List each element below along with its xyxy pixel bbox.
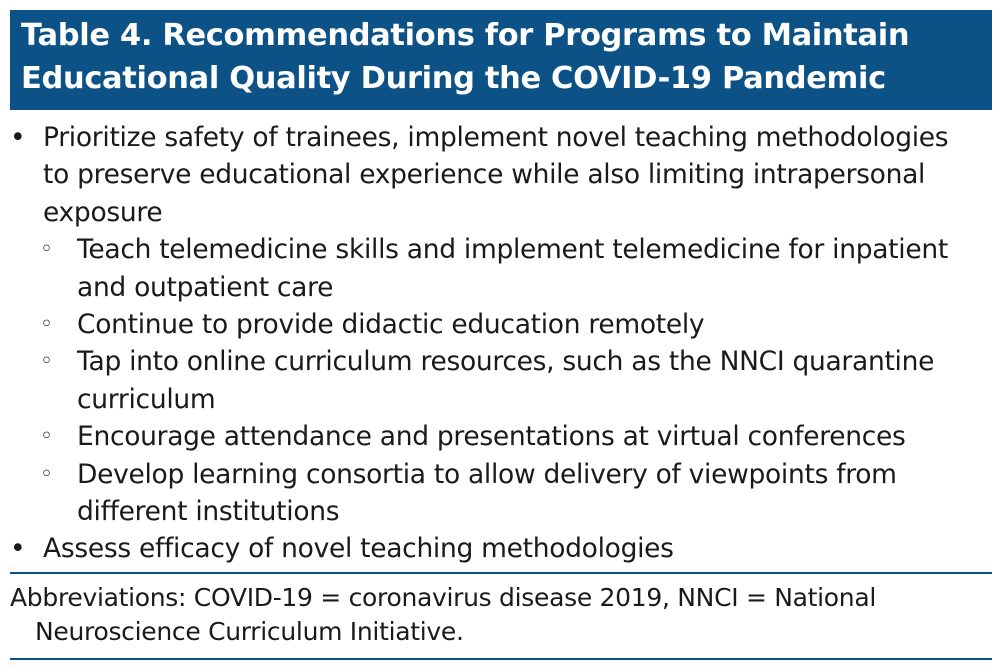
sub-bullet-icon: ◦	[40, 349, 53, 375]
sub-bullet-icon: ◦	[40, 461, 53, 487]
sub-bullet-text-line: Develop learning consortia to allow delivery of viewpoints from	[77, 458, 897, 490]
sub-bullet-item-continuation	[10, 269, 992, 306]
sub-bullet-icon: ◦	[40, 237, 53, 263]
divider-rule	[10, 572, 992, 574]
sub-bullet-item-online-curriculum	[10, 343, 992, 380]
bullet-item-prioritize-safety	[10, 119, 992, 156]
sub-bullet-text-line: curriculum	[77, 383, 216, 415]
table-title-line-1: Table 4. Recommendations for Programs to Maintain	[21, 18, 910, 53]
bullet-text-line: Prioritize safety of trainees, implement novel teaching methodologies	[43, 122, 949, 153]
sub-bullet-text-line: Encourage attendance and presentations at virtual conferences	[77, 421, 906, 453]
abbreviations-footnote	[10, 581, 992, 649]
sub-bullet-item-virtual-conferences	[10, 418, 992, 455]
sub-bullet-text-line: Teach telemedicine skills and implement telemedicine for inpatient	[77, 234, 948, 266]
bullet-icon: •	[10, 533, 26, 565]
bullet-text-line: Assess efficacy of novel teaching methodologies	[43, 533, 674, 565]
sub-bullet-icon: ◦	[40, 311, 53, 337]
table-title-line-2: Educational Quality During the COVID-19 Pandemic	[21, 61, 886, 96]
sub-bullet-item-continuation	[10, 493, 992, 530]
sub-bullet-text-line: Tap into online curriculum resources, such as the NNCI quarantine	[77, 346, 935, 378]
bullet-text-line: to preserve educational experience while also limiting intrapersonal	[43, 159, 926, 191]
bullet-item-assess-efficacy	[10, 530, 992, 567]
sub-bullet-item-telemedicine	[10, 231, 992, 268]
sub-bullet-text-line: Continue to provide didactic education remotely	[77, 308, 705, 340]
sub-bullet-text-line: different institutions	[77, 495, 340, 527]
recommendations-list	[10, 119, 992, 568]
sub-bullet-item-didactic	[10, 306, 992, 343]
footnote-line: Abbreviations: COVID-19 = coronavirus disease 2019, NNCI = National	[10, 583, 877, 612]
table-title-bar	[10, 10, 992, 110]
bullet-item-continuation	[10, 194, 992, 231]
sub-bullet-item-learning-consortia	[10, 456, 992, 493]
sub-bullet-item-continuation	[10, 381, 992, 418]
bullet-icon: •	[10, 122, 26, 153]
bullet-text-line: exposure	[43, 196, 163, 228]
footnote-line: Neuroscience Curriculum Initiative.	[35, 617, 464, 646]
bullet-item-continuation	[10, 156, 992, 193]
sub-bullet-icon: ◦	[40, 424, 53, 450]
bottom-rule	[10, 658, 992, 660]
sub-bullet-text-line: and outpatient care	[77, 271, 334, 303]
